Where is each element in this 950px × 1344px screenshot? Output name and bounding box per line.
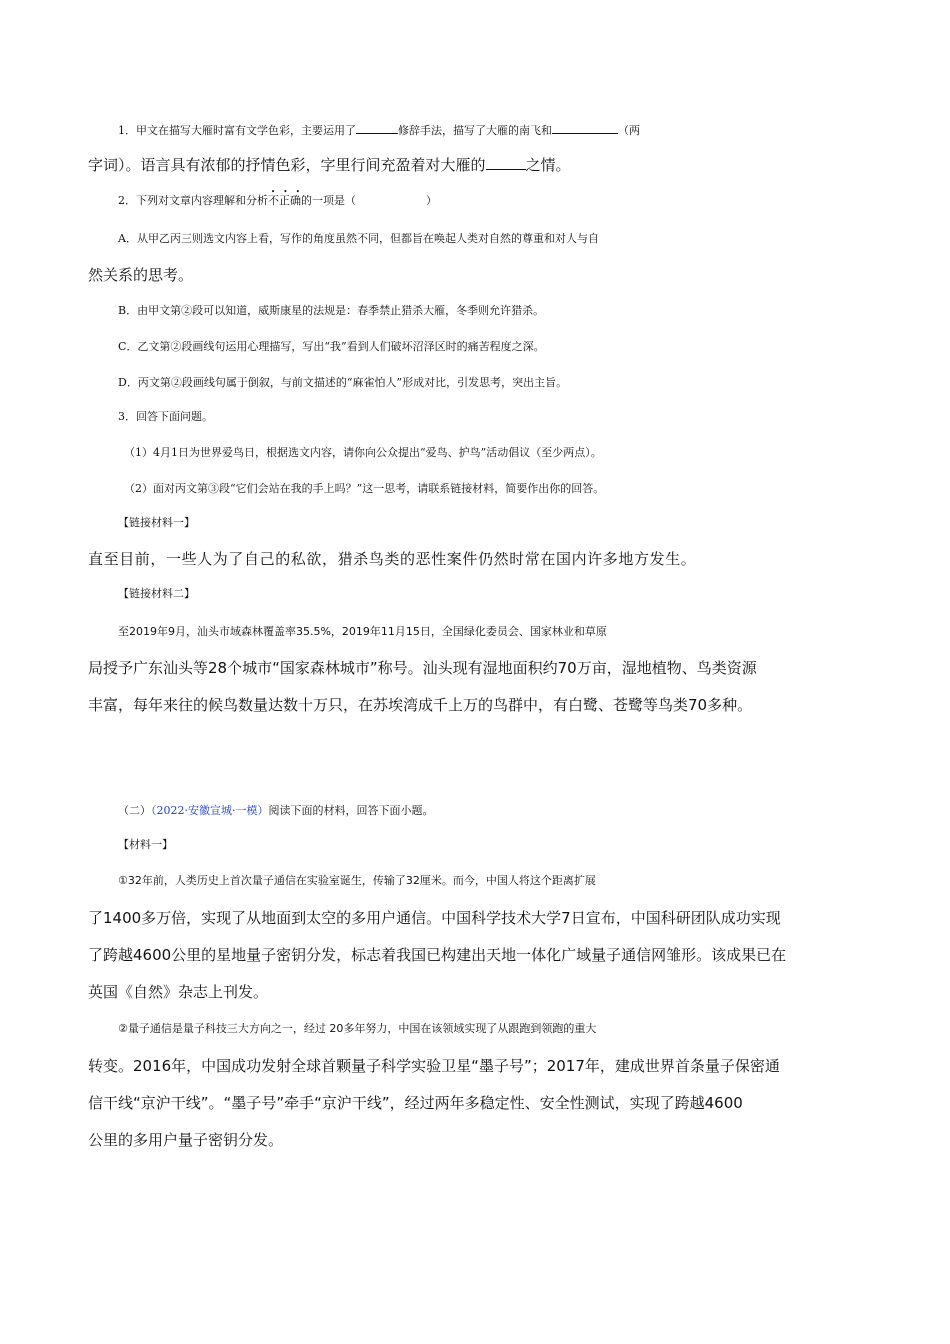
question-2-emphasis: 不正确 • • • [268, 194, 301, 207]
question-3-sub-2: （2）面对丙文第③段“它们会站在我的手上吗？”这一思考，请联系链接材料，简要作出你的回答。 [124, 482, 605, 495]
question-1-text-e: 之情。 [525, 156, 571, 174]
link-material-1-title: 【链接材料一】 [118, 516, 195, 529]
link-material-2-line-1: 至2019年9月，汕头市域森林覆盖率35.5%，2019年11月15日，全国绿化委员会、国家林业和草原 [118, 625, 607, 638]
section-2-source: （2022·安徽宣城·一模） [151, 804, 269, 817]
paragraph-2-line-1: ②量子通信是量子科技三大方向之一，经过 20多年努力，中国在该领域实现了从跟跑到领跑的重大 [118, 1022, 597, 1035]
option-d: D．丙文第②段画线句属于倒叙，与前文描述的“麻雀怕人”形成对比，引发思考，突出主旨。 [118, 376, 568, 389]
link-material-2-line-2: 局授予广东汕头等28个城市“国家森林城市”称号。汕头现有湿地面积约70万亩，湿地植物、鸟类资源 [88, 659, 757, 677]
answer-blank-1[interactable] [356, 117, 398, 134]
question-2-post: 的一项是（ [301, 194, 356, 207]
link-material-2-title: 【链接材料二】 [118, 587, 195, 600]
answer-blank-3[interactable] [486, 153, 526, 170]
question-3-title: 3．回答下面问题。 [118, 410, 213, 423]
question-2-close: ） [426, 194, 437, 207]
question-2-pre: 2．下列对文章内容理解和分析 [118, 194, 268, 207]
answer-blank-2[interactable] [552, 117, 618, 134]
paragraph-2-line-2: 转变。2016年，中国成功发射全球首颗量子科学实验卫星“墨子号”；2017年，建成世界首条量子保密通 [88, 1057, 780, 1075]
option-b: B．由甲文第②段可以知道，威斯康星的法规是：春季禁止猎杀大雁，冬季则允许猎杀。 [118, 304, 545, 317]
option-a-line-2: 然关系的思考。 [88, 266, 194, 284]
option-c: C．乙文第②段画线句运用心理描写，写出“我”看到人们破坏沼泽区时的痛苦程度之深。 [118, 340, 545, 353]
section-2-heading [118, 799, 898, 823]
link-material-1-text: 直至目前，一些人为了自己的私欲，猎杀鸟类的恶性案件仍然时常在国内许多地方发生。 [88, 550, 697, 568]
paragraph-2-line-4: 公里的多用户量子密钥分发。 [88, 1131, 284, 1149]
paragraph-1-line-4: 英国《自然》杂志上刊发。 [88, 983, 269, 1001]
paragraph-2-line-3: 信干线“京沪干线”。“墨子号”牵手“京沪干线”，经过两年多稳定性、安全性测试，实现了跨越4600 [88, 1094, 743, 1112]
question-3-sub-1: （1）4月1日为世界爱鸟日，根据选文内容，请你向公众提出“爱鸟、护鸟”活动倡议（至少两点）。 [124, 446, 602, 459]
paragraph-1-line-2: 了1400多万倍，实现了从地面到太空的多用户通信。中国科学技术大学7日宣布，中国科研团队成功实现 [88, 909, 781, 927]
question-1-text-a: 1．甲文在描写大雁时富有文学色彩，主要运用了 [118, 124, 356, 137]
link-material-2-line-3: 丰富，每年来往的候鸟数量达数十万只，在苏埃湾成千上万的鸟群中，有白鹭、苍鹭等鸟类70多种。 [88, 696, 753, 714]
section-2-number: （二） [118, 804, 151, 817]
material-1-title: 【材料一】 [118, 838, 173, 851]
option-a-line-1: A．从甲乙丙三则选文内容上看，写作的角度虽然不同，但都旨在唤起人类对自然的尊重和对人与自 [118, 232, 599, 245]
question-1-line-2 [88, 153, 868, 177]
section-2-instruction: 阅读下面的材料，回答下面小题。 [268, 804, 434, 817]
question-1-text-b: 修辞手法，描写了大雁的南飞和 [398, 124, 552, 137]
question-1-text-d: 字词）。语言具有浓郁的抒情色彩，字里行间充盈着对大雁的 [88, 156, 486, 174]
question-2-stem [118, 189, 898, 213]
question-1-line-1 [118, 117, 898, 141]
question-1-text-c: （两 [618, 124, 640, 137]
paragraph-1-line-3: 了跨越4600公里的星地量子密钥分发，标志着我国已构建出天地一体化广域量子通信网雏形。该成果已在 [88, 946, 787, 964]
paragraph-1-line-1: ①32年前，人类历史上首次量子通信在实验室诞生，传输了32厘米。而今，中国人将这个距离扩展 [118, 874, 596, 887]
